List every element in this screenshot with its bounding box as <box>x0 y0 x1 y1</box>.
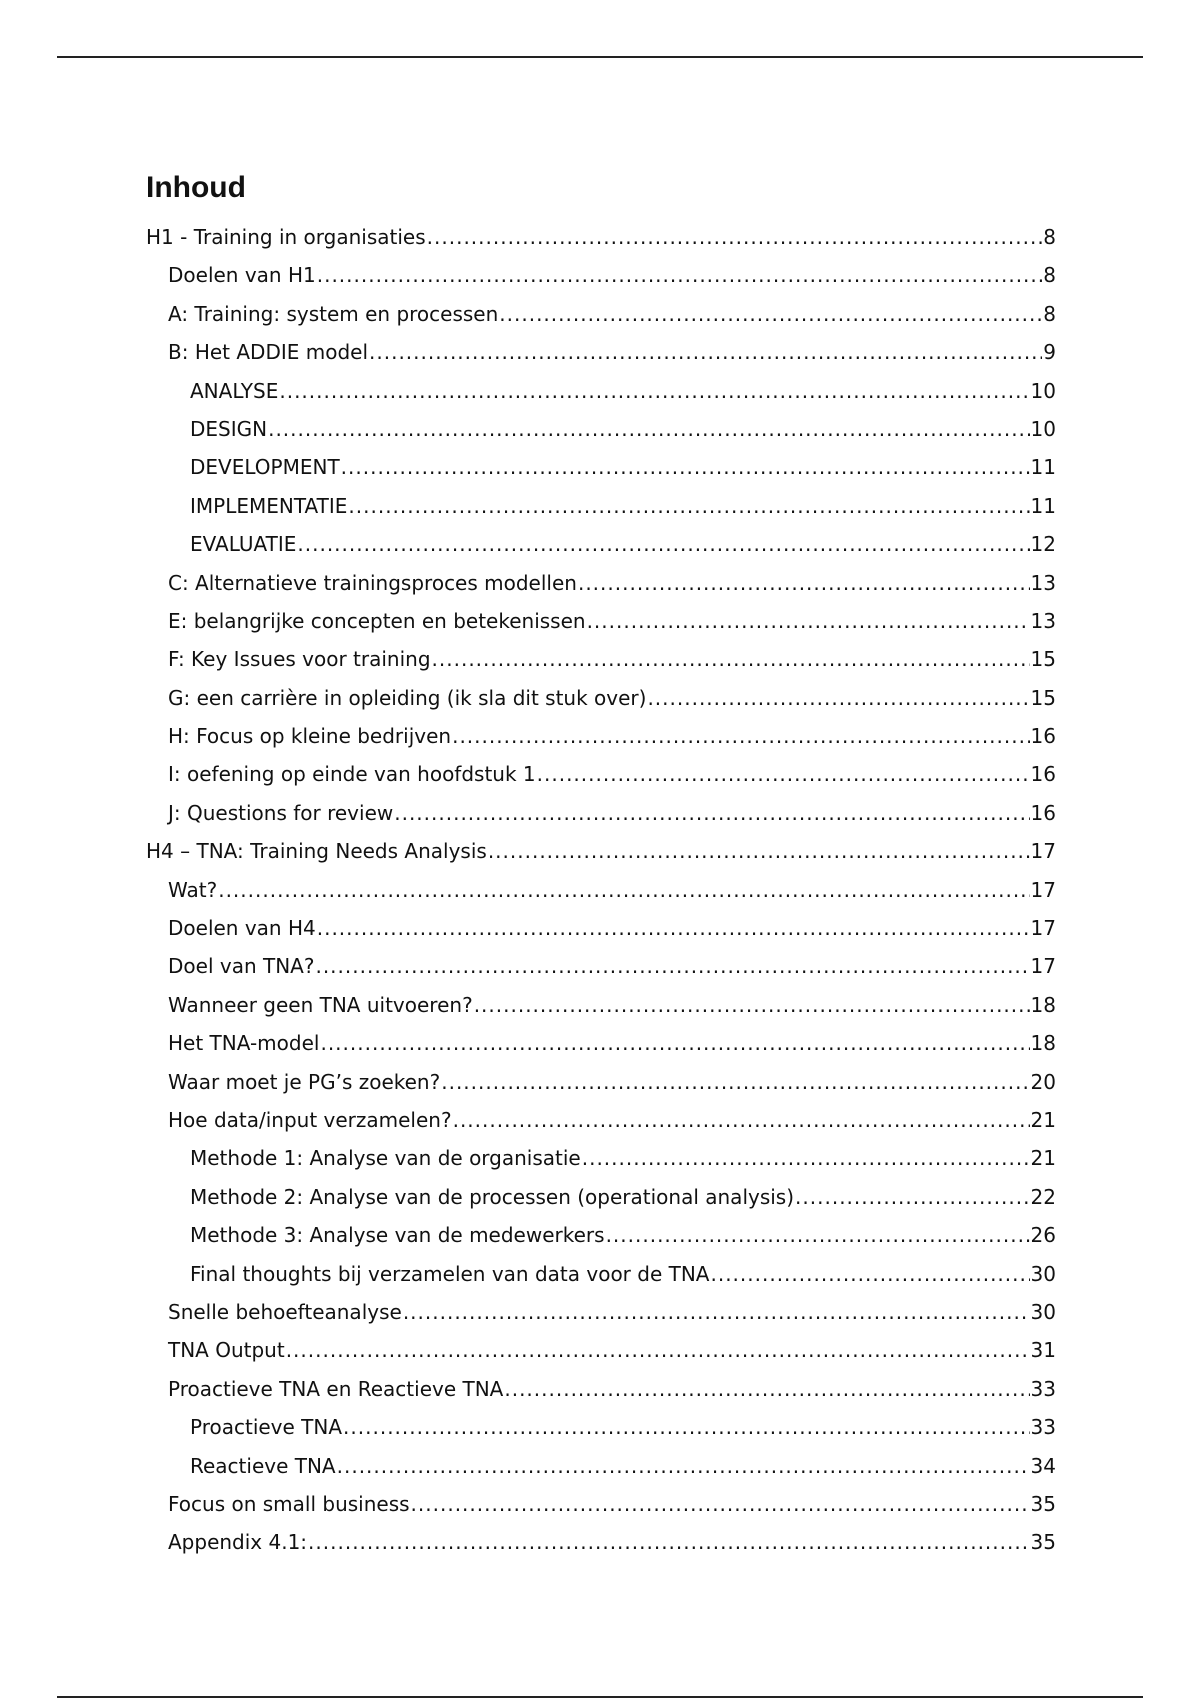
toc-entry[interactable] <box>146 1255 1056 1293</box>
toc-entry-page: 8 <box>1043 225 1056 249</box>
toc-entry-title: B: Het ADDIE model <box>168 340 369 365</box>
toc-entry-title: Proactieve TNA en Reactieve TNA <box>168 1376 504 1401</box>
toc-dot-leader <box>315 947 1029 985</box>
toc-entry-title: TNA Output <box>168 1338 285 1363</box>
toc-entry[interactable] <box>146 871 1056 909</box>
toc-entry-page: 10 <box>1030 416 1056 441</box>
toc-dot-leader <box>474 986 1030 1024</box>
toc-dot-leader <box>317 256 1043 294</box>
toc-entry-page: 13 <box>1030 570 1056 595</box>
toc-entry[interactable] <box>146 755 1056 793</box>
toc-entry-title: A: Training: system en processen <box>168 301 499 326</box>
toc-entry-title: DESIGN <box>190 416 268 441</box>
toc-entry-page: 17 <box>1030 877 1056 902</box>
toc-entry-page: 26 <box>1030 1223 1056 1248</box>
toc-entry-page: 12 <box>1030 532 1056 557</box>
toc-dot-leader <box>337 1447 1030 1485</box>
toc-entry-title: H4 – TNA: Training Needs Analysis <box>146 839 487 864</box>
toc-dot-leader <box>279 372 1029 410</box>
toc-dot-leader <box>441 1063 1029 1101</box>
toc-entry[interactable] <box>146 372 1056 410</box>
toc-dot-leader <box>348 487 1029 525</box>
toc-entry-title: Doelen van H4 <box>168 916 316 941</box>
toc-entry-page: 35 <box>1030 1530 1056 1555</box>
toc-entry-page: 18 <box>1030 992 1056 1017</box>
toc-entry-title: Snelle behoefteanalyse <box>168 1299 402 1324</box>
toc-entry[interactable] <box>146 487 1056 525</box>
toc-dot-leader <box>427 218 1043 256</box>
toc-entry-page: 8 <box>1043 263 1056 288</box>
toc-entry[interactable] <box>146 640 1056 678</box>
toc-entry-title: Het TNA-model <box>168 1031 320 1056</box>
toc-entry[interactable] <box>146 909 1056 947</box>
toc-dot-leader <box>320 1024 1029 1062</box>
toc-entry[interactable] <box>146 410 1056 448</box>
toc-entry[interactable] <box>146 986 1056 1024</box>
toc-entry[interactable] <box>146 717 1056 755</box>
toc-title: Inhoud <box>146 171 246 204</box>
toc-dot-leader <box>582 1139 1030 1177</box>
toc-entry-page: 11 <box>1030 493 1056 518</box>
toc-entry-page: 30 <box>1030 1261 1056 1286</box>
toc-dot-leader <box>394 794 1029 832</box>
toc-entry-page: 35 <box>1030 1491 1056 1516</box>
toc-entry-title: G: een carrière in opleiding (ik sla dit stuk over) <box>168 685 647 710</box>
toc-entry[interactable] <box>146 1178 1056 1216</box>
toc-entry-title: Appendix 4.1: <box>168 1530 308 1555</box>
toc-entry-page: 10 <box>1030 378 1056 403</box>
toc-dot-leader <box>499 295 1042 333</box>
toc-entry-title: Reactieve TNA <box>190 1453 336 1478</box>
toc-entry-title: Waar moet je PG’s zoeken? <box>168 1069 441 1094</box>
toc-dot-leader <box>403 1293 1030 1331</box>
toc-entry-title: J: Questions for review <box>168 800 394 825</box>
toc-entry[interactable] <box>146 1293 1056 1331</box>
toc-entry-title: Wat? <box>168 877 218 902</box>
toc-entry[interactable] <box>146 1101 1056 1139</box>
toc-dot-leader <box>432 640 1030 678</box>
toc-entry-title: Methode 3: Analyse van de medewerkers <box>190 1223 605 1248</box>
toc-entry[interactable] <box>146 1063 1056 1101</box>
toc-entry[interactable] <box>146 525 1056 563</box>
toc-entry-title: ANALYSE <box>190 378 279 403</box>
toc-entry-page: 31 <box>1030 1338 1056 1363</box>
toc-entry-page: 21 <box>1030 1107 1056 1132</box>
toc-entry-title: I: oefening op einde van hoofdstuk 1 <box>168 762 536 787</box>
toc-entry-title: E: belangrijke concepten en betekenissen <box>168 608 586 633</box>
toc-entry-title: Hoe data/input verzamelen? <box>168 1107 452 1132</box>
toc-entry[interactable] <box>146 602 1056 640</box>
toc-dot-leader <box>308 1523 1030 1561</box>
toc-entry[interactable] <box>146 1523 1056 1561</box>
toc-entry-page: 16 <box>1030 800 1056 825</box>
toc-dot-leader <box>218 871 1029 909</box>
toc-dot-leader <box>317 909 1030 947</box>
table-of-contents <box>146 218 1056 1562</box>
toc-entry[interactable] <box>146 1139 1056 1177</box>
toc-entry-page: 15 <box>1030 685 1056 710</box>
toc-entry-page: 9 <box>1043 340 1056 365</box>
toc-entry[interactable] <box>146 218 1056 256</box>
toc-entry[interactable] <box>146 448 1056 486</box>
toc-dot-leader <box>710 1255 1029 1293</box>
toc-entry-title: EVALUATIE <box>190 532 297 557</box>
toc-entry-page: 33 <box>1030 1415 1056 1440</box>
toc-dot-leader <box>504 1370 1029 1408</box>
toc-entry-page: 20 <box>1030 1069 1056 1094</box>
toc-entry-title: DEVELOPMENT <box>190 455 340 480</box>
toc-entry-title: Doelen van H1 <box>168 263 316 288</box>
toc-entry[interactable] <box>146 1216 1056 1254</box>
toc-entry-title: Methode 1: Analyse van de organisatie <box>190 1146 581 1171</box>
toc-dot-leader <box>453 1101 1030 1139</box>
toc-entry-page: 15 <box>1030 647 1056 672</box>
toc-entry-title: F: Key Issues voor training <box>168 647 431 672</box>
toc-dot-leader <box>343 1408 1030 1446</box>
toc-entry[interactable] <box>146 1331 1056 1369</box>
toc-entry-page: 18 <box>1030 1031 1056 1056</box>
toc-dot-leader <box>411 1485 1030 1523</box>
toc-entry-page: 17 <box>1030 839 1056 864</box>
toc-entry-title: Methode 2: Analyse van de processen (operational analysis) <box>190 1184 795 1209</box>
toc-entry-title: C: Alternatieve trainingsproces modellen <box>168 570 577 595</box>
footer-rule <box>57 1696 1143 1698</box>
toc-dot-leader <box>369 333 1042 371</box>
toc-entry[interactable] <box>146 1447 1056 1485</box>
toc-entry-page: 16 <box>1030 762 1056 787</box>
toc-entry-page: 21 <box>1030 1146 1056 1171</box>
toc-entry-page: 16 <box>1030 724 1056 749</box>
toc-entry-title: H: Focus op kleine bedrijven <box>168 724 452 749</box>
toc-entry-title: Proactieve TNA <box>190 1415 343 1440</box>
toc-dot-leader <box>606 1216 1030 1254</box>
toc-entry-title: H1 - Training in organisaties <box>146 225 426 249</box>
toc-entry-page: 11 <box>1030 455 1056 480</box>
toc-dot-leader <box>537 755 1030 793</box>
toc-entry[interactable] <box>146 1408 1056 1446</box>
toc-entry-title: Focus on small business <box>168 1491 410 1516</box>
toc-entry[interactable] <box>146 333 1056 371</box>
toc-dot-leader <box>587 602 1030 640</box>
toc-entry-page: 13 <box>1030 608 1056 633</box>
toc-dot-leader <box>452 717 1029 755</box>
toc-entry[interactable] <box>146 564 1056 602</box>
toc-dot-leader <box>268 410 1029 448</box>
toc-entry-page: 17 <box>1030 916 1056 941</box>
toc-dot-leader <box>578 564 1030 602</box>
toc-entry-page: 8 <box>1043 301 1056 326</box>
toc-entry-page: 22 <box>1030 1184 1056 1209</box>
toc-entry-title: Final thoughts bij verzamelen van data voor de TNA <box>190 1261 710 1286</box>
toc-entry[interactable] <box>146 1485 1056 1523</box>
toc-entry[interactable] <box>146 1370 1056 1408</box>
header-rule <box>57 56 1143 58</box>
toc-entry[interactable] <box>146 295 1056 333</box>
toc-entry-page: 30 <box>1030 1299 1056 1324</box>
toc-dot-leader <box>297 525 1029 563</box>
toc-entry-page: 34 <box>1030 1453 1056 1478</box>
toc-entry[interactable] <box>146 947 1056 985</box>
toc-entry[interactable] <box>146 679 1056 717</box>
toc-entry-page: 17 <box>1030 954 1056 979</box>
toc-dot-leader <box>795 1178 1030 1216</box>
toc-entry-title: IMPLEMENTATIE <box>190 493 348 518</box>
toc-entry[interactable] <box>146 256 1056 294</box>
toc-dot-leader <box>341 448 1030 486</box>
toc-dot-leader <box>488 832 1030 870</box>
toc-entry[interactable] <box>146 794 1056 832</box>
toc-entry[interactable] <box>146 832 1056 870</box>
toc-entry[interactable] <box>146 1024 1056 1062</box>
toc-dot-leader <box>647 679 1029 717</box>
toc-entry-page: 33 <box>1030 1376 1056 1401</box>
toc-entry-title: Doel van TNA? <box>168 954 315 979</box>
toc-dot-leader <box>286 1331 1030 1369</box>
toc-entry-title: Wanneer geen TNA uitvoeren? <box>168 992 473 1017</box>
